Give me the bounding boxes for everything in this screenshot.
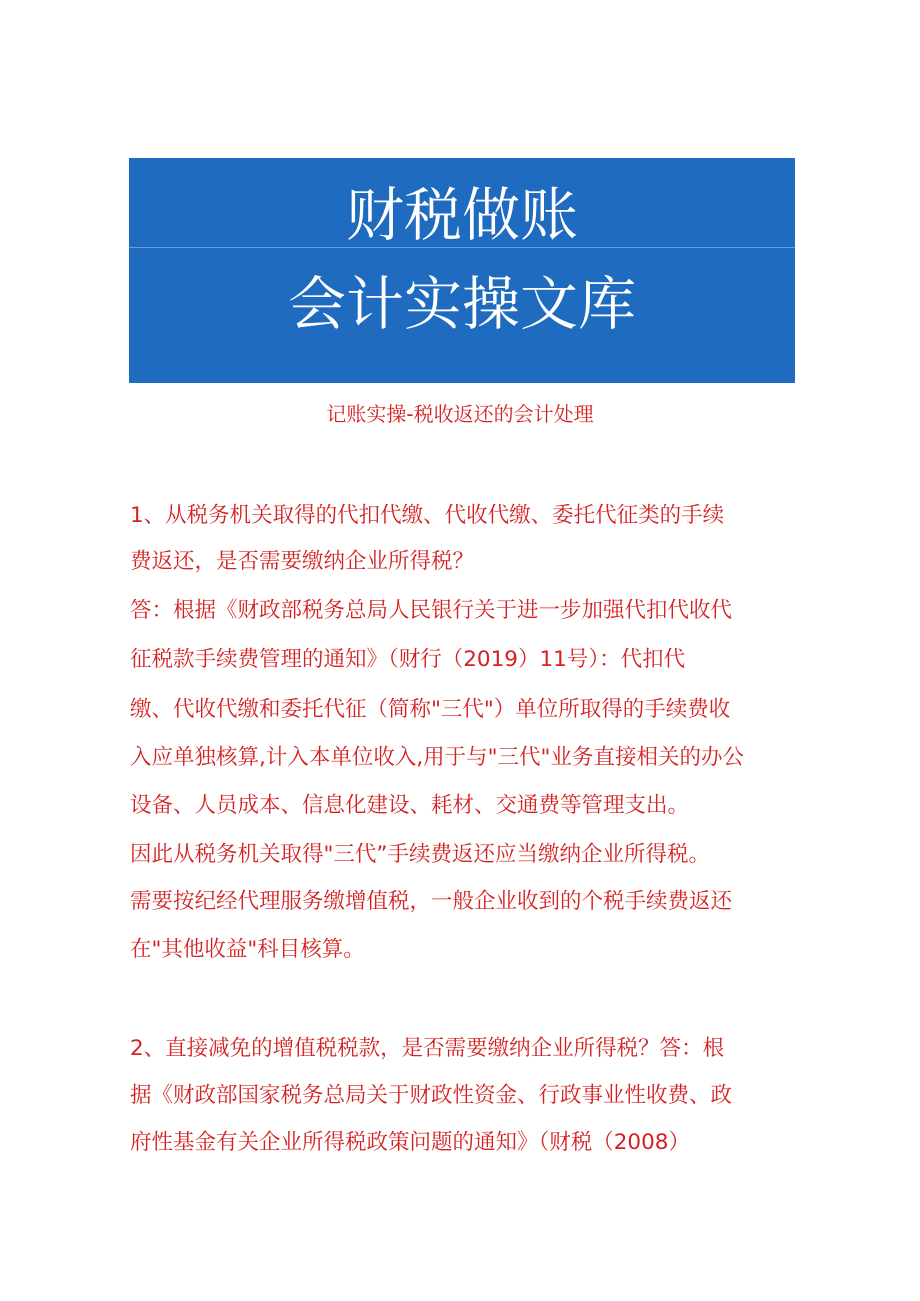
body-line: 费返还，是否需要缴纳企业所得税？ xyxy=(130,549,475,574)
body-line: 缴、代收代缴和委托代征（简称"三代"）单位所取得的手续费收 xyxy=(130,697,731,722)
body-line: 据《财政部国家税务总局关于财政性资金、行政事业性收费、政 xyxy=(130,1083,733,1108)
body-line: 2、直接减免的增值税税款，是否需要缴纳企业所得税？答：根 xyxy=(130,1036,725,1061)
title-banner xyxy=(129,158,795,383)
document-subtitle: 记账实操-税收返还的会计处理 xyxy=(326,402,594,426)
banner-title-line-2: 会计实操文库 xyxy=(287,270,636,338)
body-line: 征税款手续费管理的通知》（财行（2019）11号）：代扣代 xyxy=(130,647,686,672)
body-line: 府性基金有关企业所得税政策问题的通知》（财税（2008） xyxy=(130,1130,690,1155)
body-line: 入应单独核算,计入本单位收入,用于与"三代"业务直接相关的办公 xyxy=(130,745,744,770)
body-line: 在"其他收益"科目核算。 xyxy=(130,937,365,962)
body-line: 答：根据《财政部税务总局人民银行关于进一步加强代扣代收代 xyxy=(130,598,733,623)
banner-divider xyxy=(129,247,795,248)
body-line: 需要按纪经代理服务缴增值税，一般企业收到的个税手续费返还 xyxy=(130,889,733,914)
body-line: 设备、人员成本、信息化建设、耗材、交通费等管理支出。 xyxy=(130,793,690,818)
body-line: 因此从税务机关取得"三代”手续费返还应当缴纳企业所得税。 xyxy=(130,842,711,867)
banner-title-line-1: 财税做账 xyxy=(345,181,578,249)
body-line: 1、从税务机关取得的代扣代缴、代收代缴、委托代征类的手续 xyxy=(130,503,725,528)
